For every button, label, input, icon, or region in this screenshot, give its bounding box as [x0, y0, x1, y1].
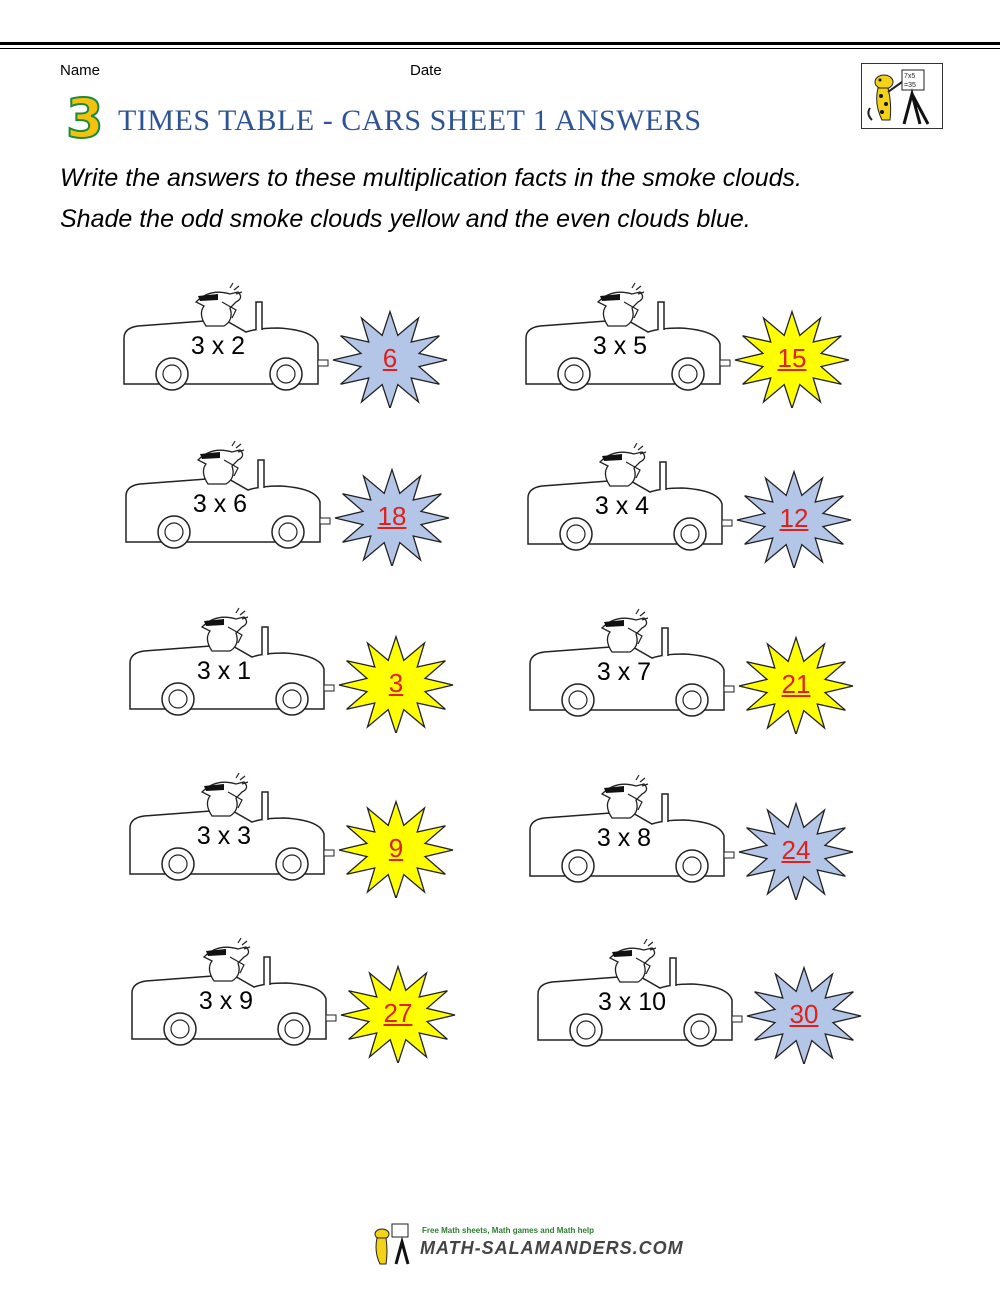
multiplication-fact: 3 x 2 — [190, 332, 246, 360]
answer-value: 18 — [377, 501, 407, 531]
date-label: Date — [410, 62, 442, 79]
footer-logo — [370, 1222, 684, 1272]
answer-value: 12 — [779, 503, 809, 533]
car-card — [120, 438, 460, 588]
logo-text-line-1: 7x5 — [904, 73, 916, 80]
car-card — [118, 280, 458, 430]
multiplication-fact: 3 x 5 — [592, 332, 648, 360]
car-card — [124, 770, 464, 920]
page-title: TIMES TABLE - CARS SHEET 1 ANSWERS — [118, 104, 702, 137]
salamander-logo — [861, 63, 943, 129]
car-card — [524, 606, 864, 756]
answer-value: 3 — [388, 668, 404, 698]
footer-site: MATH-SALAMANDERS.COM — [420, 1238, 684, 1258]
answer-value: 21 — [781, 669, 811, 699]
name-label: Name — [60, 62, 101, 79]
car-card — [126, 935, 466, 1085]
top-rule — [0, 42, 1000, 45]
top-rule-thin — [0, 48, 1000, 49]
answer-value: 27 — [383, 998, 413, 1028]
answer-value: 24 — [781, 835, 811, 865]
table-number: 3 — [66, 87, 104, 150]
car-card — [532, 936, 872, 1086]
multiplication-fact: 3 x 10 — [597, 988, 667, 1016]
answer-value: 6 — [382, 343, 398, 373]
multiplication-fact: 3 x 4 — [594, 492, 650, 520]
answer-value: 9 — [388, 833, 404, 863]
footer-tagline: Free Math sheets, Math games and Math help — [422, 1226, 595, 1235]
multiplication-fact: 3 x 7 — [596, 658, 652, 686]
multiplication-fact: 3 x 1 — [196, 657, 252, 685]
multiplication-fact: 3 x 9 — [198, 987, 254, 1015]
car-card — [124, 605, 464, 755]
logo-text-line-2: =35 — [904, 82, 916, 89]
multiplication-fact: 3 x 3 — [196, 822, 252, 850]
instruction-line-2: Shade the odd smoke clouds yellow and the even clouds blue. — [60, 205, 751, 233]
car-card — [520, 280, 860, 430]
car-card — [524, 772, 864, 922]
answer-value: 30 — [789, 999, 819, 1029]
answer-value: 15 — [777, 343, 807, 373]
multiplication-fact: 3 x 6 — [192, 490, 248, 518]
instruction-line-1: Write the answers to these multiplication facts in the smoke clouds. — [60, 164, 802, 192]
multiplication-fact: 3 x 8 — [596, 824, 652, 852]
car-card — [522, 440, 862, 590]
